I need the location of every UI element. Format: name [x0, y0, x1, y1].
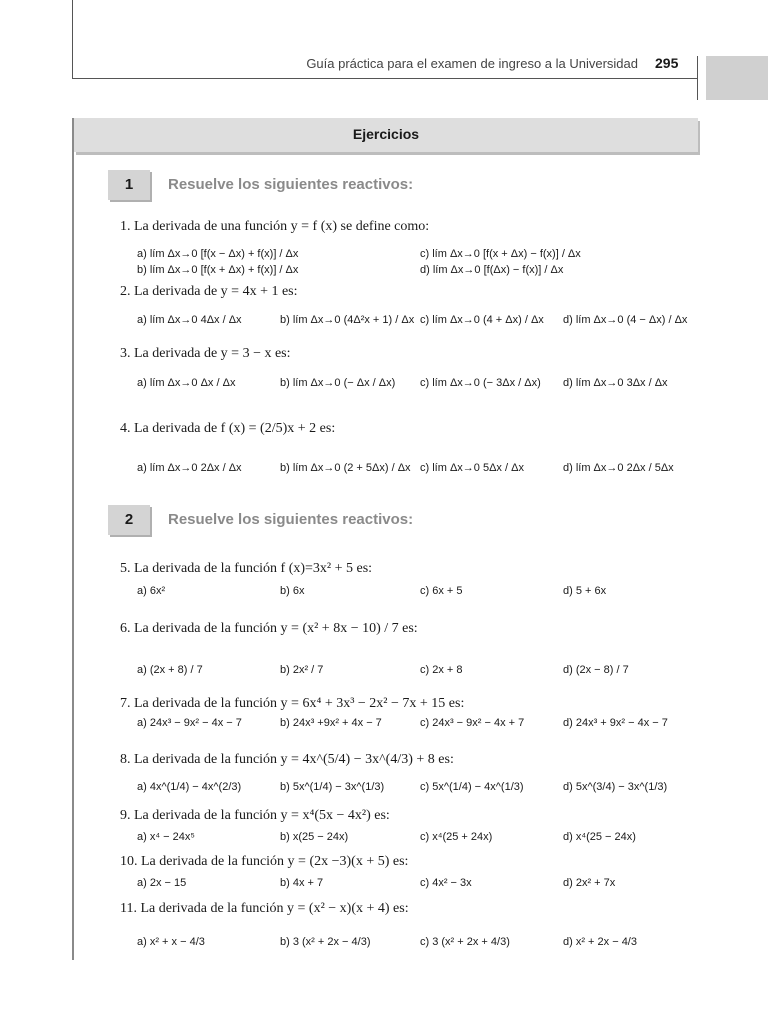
question-9-option-c: c) x⁴(25 + 24x)	[420, 831, 493, 843]
question-stem: 11. La derivada de la función y = (x² − x)(x + 4) es:	[120, 901, 409, 916]
question-6	[120, 621, 418, 637]
section-header-1	[108, 170, 668, 200]
section-title: Resuelve los siguientes reactivos:	[168, 511, 414, 528]
page-number: 295	[655, 55, 679, 71]
question-4-option-c: c) lím Δx→0 5Δx / Δx	[420, 462, 524, 474]
question-stem: 3. La derivada de y = 3 − x es:	[120, 346, 291, 361]
question-7-option-a: a) 24x³ − 9x² − 4x − 7	[137, 717, 242, 729]
section-title: Resuelve los siguientes reactivos:	[168, 176, 414, 193]
question-10-option-d: d) 2x² + 7x	[563, 877, 616, 889]
question-5-option-b: b) 6x	[280, 585, 305, 597]
question-stem: 10. La derivada de la función y = (2x −3)(x + 5) es:	[120, 854, 409, 869]
question-2-option-b: b) lím Δx→0 (4Δ²x + 1) / Δx	[280, 314, 415, 326]
question-stem: 6. La derivada de la función y = (x² + 8x − 10) / 7 es:	[120, 621, 418, 636]
header-page-separator	[697, 56, 698, 100]
question-2-option-d: d) lím Δx→0 (4 − Δx) / Δx	[563, 314, 688, 326]
question-7-option-d: d) 24x³ + 9x² − 4x − 7	[563, 717, 668, 729]
question-1-option-d: d) lím Δx→0 [f(Δx) − f(x)] / Δx	[420, 264, 564, 276]
header-horizontal-rule	[72, 78, 698, 79]
question-4-option-a: a) lím Δx→0 2Δx / Δx	[137, 462, 242, 474]
question-9	[120, 808, 390, 824]
question-3-option-c: c) lím Δx→0 (− 3Δx / Δx)	[420, 377, 541, 389]
header-vertical-rule	[72, 0, 73, 78]
question-6-option-c: c) 2x + 8	[420, 664, 463, 676]
question-6-option-b: b) 2x² / 7	[280, 664, 324, 676]
question-8-option-a: a) 4x^(1/4) − 4x^(2/3)	[137, 781, 242, 793]
question-10-option-a: a) 2x − 15	[137, 877, 187, 889]
question-8	[120, 752, 454, 768]
question-5-option-d: d) 5 + 6x	[563, 585, 607, 597]
question-6-option-d: d) (2x − 8) / 7	[563, 664, 629, 676]
question-4-option-b: b) lím Δx→0 (2 + 5Δx) / Δx	[280, 462, 411, 474]
question-10-option-c: c) 4x² − 3x	[420, 877, 472, 889]
chapter-tab	[706, 56, 768, 100]
question-5	[120, 561, 372, 577]
question-11-option-d: d) x² + 2x − 4/3	[563, 936, 637, 948]
question-8-option-b: b) 5x^(1/4) − 3x^(1/3)	[280, 781, 385, 793]
section-number: 1	[108, 170, 150, 200]
question-4-option-d: d) lím Δx→0 2Δx / 5Δx	[563, 462, 674, 474]
question-6-option-a: a) (2x + 8) / 7	[137, 664, 203, 676]
question-3	[120, 346, 291, 362]
question-stem: 1. La derivada de una función y = f (x) se define como:	[120, 219, 430, 234]
question-1-option-b: b) lím Δx→0 [f(x + Δx) + f(x)] / Δx	[137, 264, 299, 276]
question-1	[120, 219, 429, 235]
question-7	[120, 696, 464, 712]
question-1-option-a: a) lím Δx→0 [f(x − Δx) + f(x)] / Δx	[137, 248, 299, 260]
question-4	[120, 421, 335, 437]
question-9-option-d: d) x⁴(25 − 24x)	[563, 831, 636, 843]
question-stem: 9. La derivada de la función y = x⁴(5x − 4x²) es:	[120, 808, 390, 823]
question-7-option-b: b) 24x³ +9x² + 4x − 7	[280, 717, 382, 729]
question-2-option-c: c) lím Δx→0 (4 + Δx) / Δx	[420, 314, 544, 326]
question-11-option-b: b) 3 (x² + 2x − 4/3)	[280, 936, 371, 948]
question-10-option-b: b) 4x + 7	[280, 877, 324, 889]
question-8-option-d: d) 5x^(3/4) − 3x^(1/3)	[563, 781, 668, 793]
question-3-option-b: b) lím Δx→0 (− Δx / Δx)	[280, 377, 396, 389]
question-stem: 4. La derivada de f (x) = (2/5)x + 2 es:	[120, 421, 336, 436]
question-5-option-c: c) 6x + 5	[420, 585, 463, 597]
question-7-option-c: c) 24x³ − 9x² − 4x + 7	[420, 717, 525, 729]
question-5-option-a: a) 6x²	[137, 585, 166, 597]
question-stem: 7. La derivada de la función y = 6x⁴ + 3x³ − 2x² − 7x + 15 es:	[120, 696, 465, 711]
question-11-option-a: a) x² + x − 4/3	[137, 936, 205, 948]
question-11	[120, 901, 409, 917]
question-stem: 8. La derivada de la función y = 4x^(5/4) − 3x^(4/3) + 8 es:	[120, 752, 454, 767]
question-10	[120, 854, 408, 870]
question-8-option-c: c) 5x^(1/4) − 4x^(1/3)	[420, 781, 524, 793]
question-3-option-a: a) lím Δx→0 Δx / Δx	[137, 377, 236, 389]
section-header-2	[108, 505, 668, 535]
question-stem: 5. La derivada de la función f (x)=3x² + 5 es:	[120, 561, 373, 576]
content-left-rule	[72, 118, 74, 960]
question-9-option-b: b) x(25 − 24x)	[280, 831, 349, 843]
question-11-option-c: c) 3 (x² + 2x + 4/3)	[420, 936, 510, 948]
question-2	[120, 284, 298, 300]
question-9-option-a: a) x⁴ − 24x⁵	[137, 831, 195, 843]
exercises-banner	[74, 118, 698, 152]
question-stem: 2. La derivada de y = 4x + 1 es:	[120, 284, 298, 299]
question-2-option-a: a) lím Δx→0 4Δx / Δx	[137, 314, 242, 326]
question-1-option-c: c) lím Δx→0 [f(x + Δx) − f(x)] / Δx	[420, 248, 581, 260]
question-3-option-d: d) lím Δx→0 3Δx / Δx	[563, 377, 668, 389]
section-number: 2	[108, 505, 150, 535]
banner-title: Ejercicios	[352, 126, 420, 142]
running-header-title: Guía práctica para el examen de ingreso a la Universidad	[306, 56, 638, 71]
